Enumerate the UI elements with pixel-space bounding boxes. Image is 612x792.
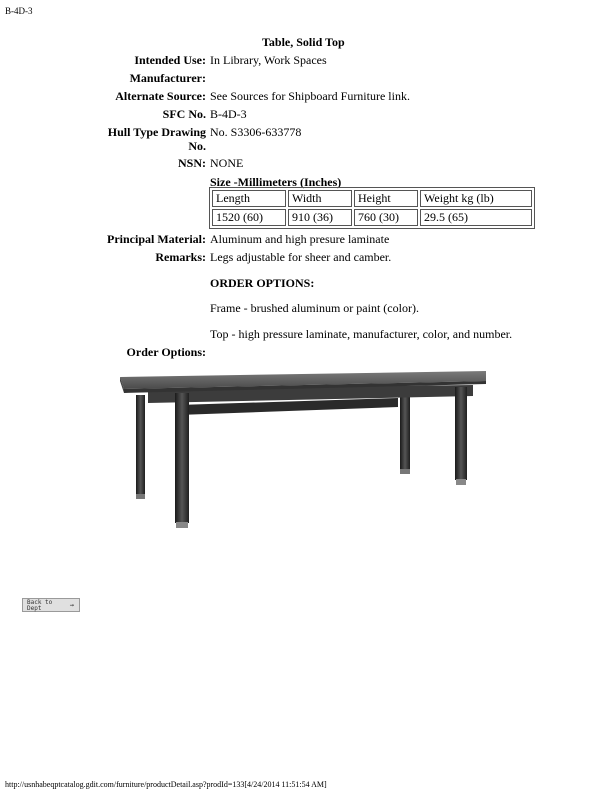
hull-type-drawing-label	[86, 125, 206, 153]
alternate-source-label: Alternate Source:	[115, 89, 206, 103]
nsn-label: NSN:	[177, 156, 206, 170]
size-header-width: Width	[288, 190, 352, 207]
size-value-row	[212, 209, 532, 226]
table-product-image	[118, 365, 490, 535]
sfc-no-value: B-4D-3	[210, 107, 247, 121]
remarks-label: Remarks:	[155, 250, 206, 264]
order-options-label: Order Options:	[126, 345, 206, 359]
remarks-value: Legs adjustable for sheer and camber.	[210, 250, 392, 264]
nsn-value: NONE	[210, 156, 244, 170]
principal-material-label: Principal Material:	[107, 232, 206, 246]
page-title: Table, Solid Top	[262, 35, 345, 49]
hull-type-drawing-value: No. S3306-633778	[210, 125, 302, 139]
arrow-right-icon: →	[69, 601, 74, 609]
back-button-label	[27, 600, 52, 612]
page-header: B-4D-3	[5, 6, 33, 16]
size-heading: Size -Millimeters (Inches)	[210, 175, 342, 189]
intended-use-label: Intended Use:	[134, 53, 206, 67]
alternate-source-value: See Sources for Shipboard Furniture link.	[210, 89, 410, 103]
sfc-no-label: SFC No.	[162, 107, 206, 121]
back-button-line1: Back to	[27, 599, 53, 606]
manufacturer-label: Manufacturer:	[129, 71, 206, 85]
intended-use-value: In Library, Work Spaces	[210, 53, 327, 67]
hull-type-drawing-label-line2: No.	[188, 139, 206, 153]
size-header-weight: Weight kg (lb)	[420, 190, 532, 207]
size-table	[209, 187, 535, 229]
order-options-heading: ORDER OPTIONS:	[210, 276, 315, 290]
order-option-top: Top - high pressure laminate, manufacturer, color, and number.	[210, 327, 513, 341]
size-header-length: Length	[212, 190, 286, 207]
page-footer-url: http://usnhabeqptcatalog.gdit.com/furniture/productDetail.asp?prodId=133[4/24/2014 11:51:54 AM]	[5, 780, 327, 789]
size-header-row	[212, 190, 532, 207]
size-value-height: 760 (30)	[354, 209, 418, 226]
size-value-weight: 29.5 (65)	[420, 209, 532, 226]
size-value-width: 910 (36)	[288, 209, 352, 226]
size-header-height: Height	[354, 190, 418, 207]
back-to-dept-button[interactable]	[22, 598, 80, 612]
size-value-length: 1520 (60)	[212, 209, 286, 226]
order-option-frame: Frame - brushed aluminum or paint (color).	[210, 301, 419, 315]
hull-type-drawing-label-line1: Hull Type Drawing	[107, 125, 206, 139]
principal-material-value: Aluminum and high presure laminate	[210, 232, 390, 246]
back-button-line2: Dept	[27, 605, 42, 612]
